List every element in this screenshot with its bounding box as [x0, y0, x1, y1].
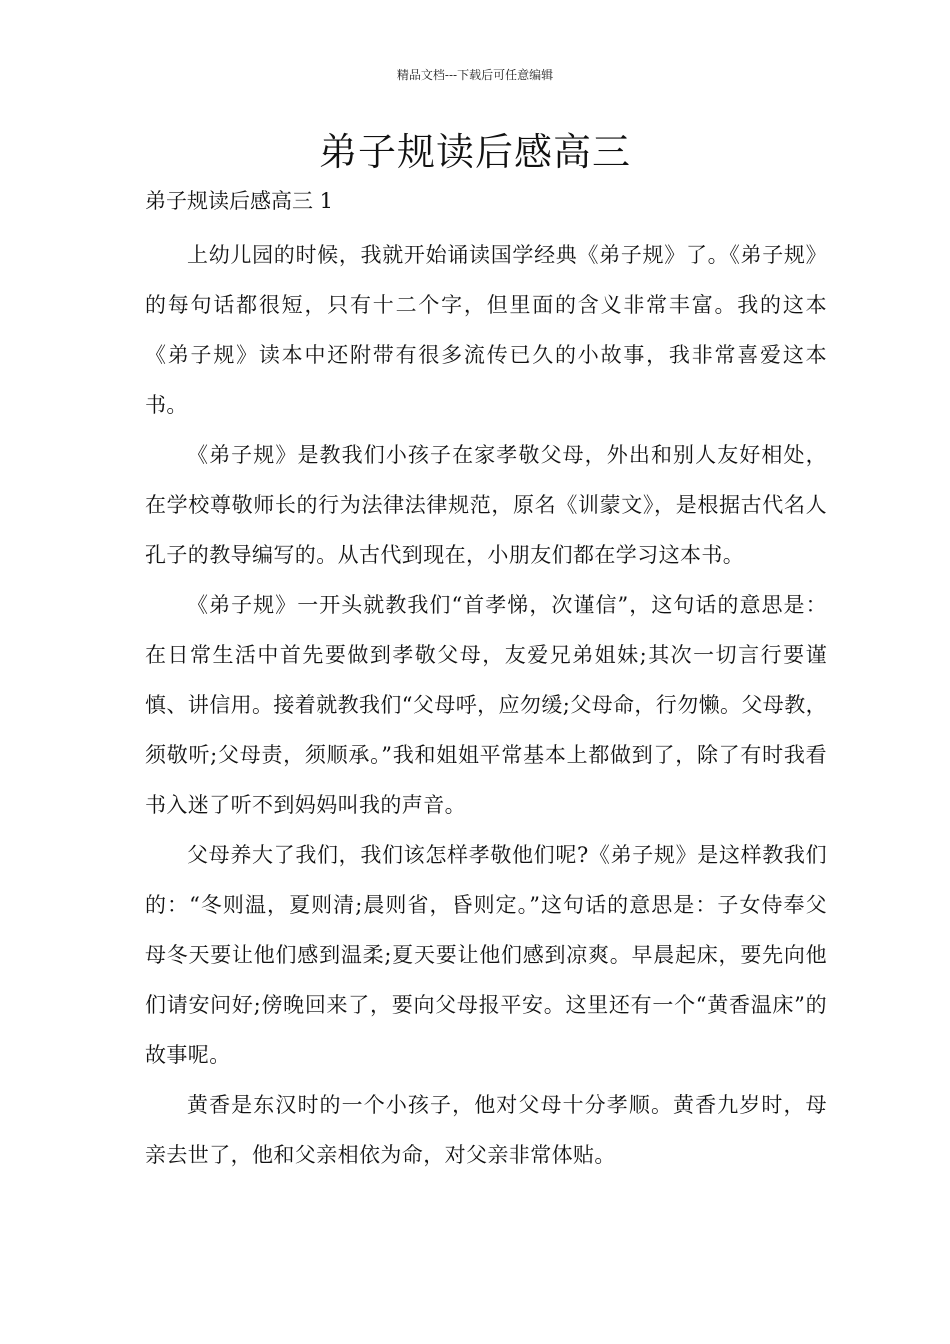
paragraph-4: 父母养大了我们，我们该怎样孝敬他们呢?《弟子规》是这样教我们的：“冬则温，夏则清;晨则省，昏则定。”这句话的意思是：子女侍奉父母冬天要让他们感到温柔;夏天要让他们感到凉爽。早晨起床，要先向他们请安问好;傍晚回来了，要向父母报平安。这里还有一个“黄香温床”的故事呢。	[145, 843, 827, 1067]
section-subtitle: 弟子规读后感高三 1	[145, 189, 334, 213]
paragraph-5: 黄香是东汉时的一个小孩子，他对父母十分孝顺。黄香九岁时，母亲去世了，他和父亲相依为命，对父亲非常体贴。	[145, 1093, 827, 1167]
document-title: 弟子规读后感高三	[318, 130, 631, 174]
paragraph-2: 《弟子规》是教我们小孩子在家孝敬父母，外出和别人友好相处，在学校尊敬师长的行为法律法律规范，原名《训蒙文》，是根据古代名人孔子的教导编写的。从古代到现在，小朋友们都在学习这本书。	[145, 443, 827, 567]
paragraph-3: 《弟子规》一开头就教我们“首孝悌，次谨信”，这句话的意思是：在日常生活中首先要做到孝敬父母，友爱兄弟姐妹;其次一切言行要谨慎、讲信用。接着就教我们“父母呼，应勿缓;父母命，行勿懒。父母教，须敬听;父母责，须顺承。”我和姐姐平常基本上都做到了，除了有时我看书入迷了听不到妈妈叫我的声音。	[145, 593, 828, 817]
paragraph-1: 上幼儿园的时候，我就开始诵读国学经典《弟子规》了。《弟子规》的每句话都很短，只有十二个字，但里面的含义非常丰富。我的这本《弟子规》读本中还附带有很多流传已久的小故事，我非常喜爱这本书。	[145, 243, 827, 417]
document-body	[145, 180, 827, 1180]
header-note: 精品文档---下载后可任意编辑	[396, 68, 554, 82]
